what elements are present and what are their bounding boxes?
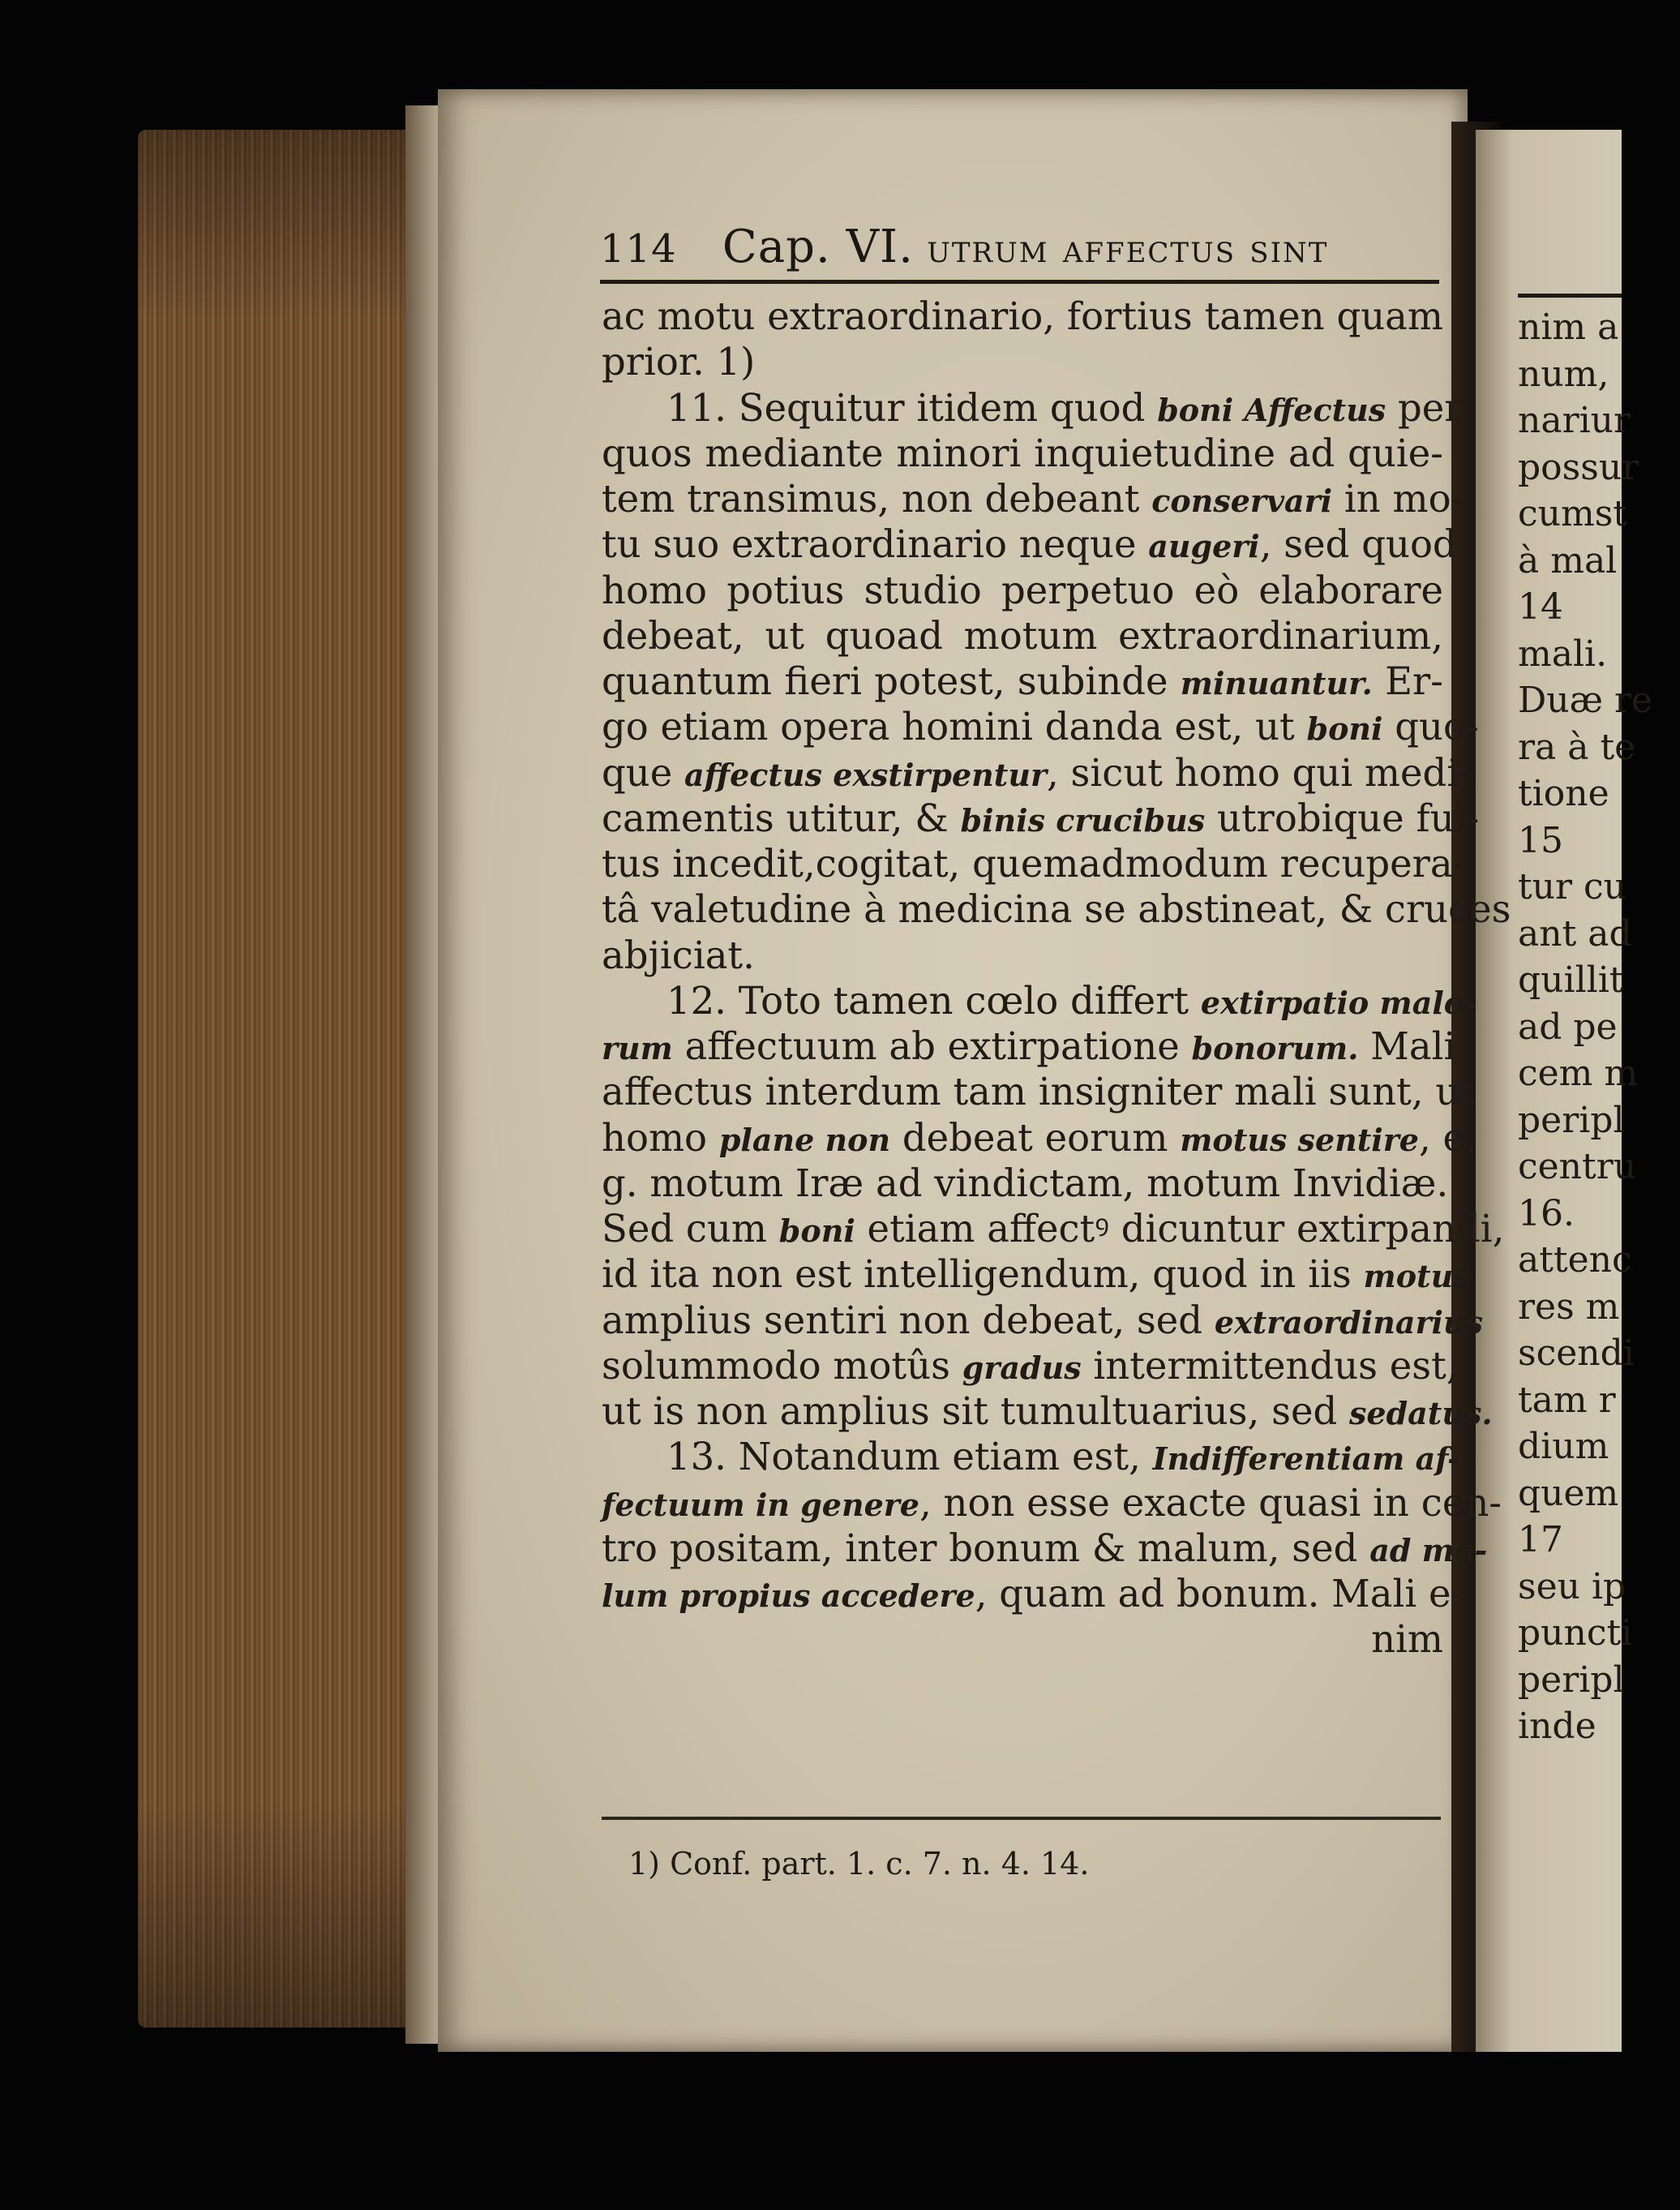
text-line bbox=[602, 933, 1443, 978]
text-line bbox=[602, 659, 1443, 704]
text-run: , quam ad bonum. Mali e- bbox=[975, 1572, 1464, 1616]
text-line bbox=[602, 1526, 1488, 1571]
italic-run: minuantur. bbox=[1180, 665, 1373, 702]
chapter-label: Cap. VI. bbox=[722, 221, 914, 273]
text-run: per bbox=[1386, 385, 1463, 430]
text-line bbox=[602, 1161, 1449, 1206]
text-line bbox=[602, 339, 1443, 384]
running-head bbox=[600, 221, 1435, 277]
italic-run: affectus exstirpentur bbox=[684, 756, 1047, 793]
header-rule bbox=[600, 280, 1439, 284]
right-page-line: 15 bbox=[1518, 819, 1563, 861]
text-run: que bbox=[602, 750, 685, 795]
text-line bbox=[602, 1571, 1464, 1616]
right-page-line: 16. bbox=[1518, 1192, 1575, 1234]
right-page-line: à mal bbox=[1518, 539, 1618, 581]
text-line bbox=[602, 521, 1457, 567]
text-run: g. motum Iræ ad vindictam, motum Invidiæ. bbox=[602, 1161, 1449, 1205]
text-run: abjiciat. bbox=[602, 933, 755, 977]
text-line bbox=[602, 385, 1463, 431]
text-run: , e. bbox=[1418, 1115, 1477, 1160]
right-page-line: scendi bbox=[1518, 1332, 1635, 1374]
text-line bbox=[602, 1251, 1471, 1297]
text-run: Er- bbox=[1372, 659, 1443, 703]
italic-run: sedatus. bbox=[1349, 1395, 1493, 1431]
italic-run: conservari bbox=[1151, 483, 1333, 519]
right-page-line: cem m bbox=[1518, 1053, 1639, 1094]
italic-run: plane non bbox=[718, 1121, 891, 1158]
text-line bbox=[602, 568, 1443, 613]
running-title: utrum affectus sint bbox=[927, 226, 1329, 272]
italic-run: extirpatio malo- bbox=[1200, 984, 1477, 1021]
text-run: camentis utitur, & bbox=[602, 796, 961, 840]
text-line bbox=[602, 1115, 1477, 1161]
text-line bbox=[602, 1023, 1456, 1069]
text-line bbox=[602, 1480, 1502, 1526]
text-run: tro positam, inter bonum & malum, sed bbox=[602, 1526, 1370, 1570]
text-line bbox=[602, 294, 1443, 339]
text-line bbox=[602, 476, 1464, 521]
text-line bbox=[602, 1388, 1493, 1434]
right-page-line: ad pe bbox=[1518, 1006, 1618, 1048]
italic-run: extraordinarius bbox=[1214, 1303, 1483, 1341]
right-page-line: nim a bbox=[1518, 307, 1619, 348]
right-page-line: possur bbox=[1518, 446, 1639, 488]
text-run: quantum fieri potest, subinde bbox=[602, 659, 1181, 703]
text-run: prior. 1) bbox=[602, 340, 756, 384]
right-page-line: quem bbox=[1518, 1472, 1619, 1514]
right-page-line: inde bbox=[1518, 1706, 1596, 1747]
text-line bbox=[602, 613, 1443, 659]
page-edges bbox=[138, 130, 414, 2028]
right-page bbox=[1476, 130, 1653, 2052]
italic-run: augeri bbox=[1148, 528, 1260, 565]
text-run: tâ valetudine à medicina se abstineat, & cruces bbox=[602, 887, 1511, 932]
right-page-line: num, bbox=[1518, 353, 1609, 395]
text-line bbox=[602, 841, 1466, 886]
right-page-line: res m bbox=[1518, 1285, 1620, 1328]
italic-run: lum propius accedere bbox=[602, 1577, 975, 1614]
right-page-line: 14 bbox=[1518, 586, 1563, 628]
text-run: tem transimus, non debeant bbox=[602, 477, 1152, 521]
right-page-line: attenc bbox=[1518, 1239, 1632, 1281]
text-run: , sicut homo qui medi- bbox=[1047, 750, 1472, 795]
text-run: utrobique ful- bbox=[1205, 796, 1480, 840]
text-run: , sed quod bbox=[1259, 522, 1457, 567]
text-line bbox=[602, 978, 1477, 1023]
right-page-line: tur cu bbox=[1518, 866, 1627, 908]
text-run: etiam affectꝰ dicuntur extirpandi, bbox=[855, 1207, 1505, 1251]
italic-run: Indifferentiam af- bbox=[1152, 1440, 1460, 1478]
right-page-line: centru bbox=[1518, 1146, 1637, 1187]
text-run: homo bbox=[602, 1115, 719, 1160]
text-run: 13. Notandum etiam est, bbox=[666, 1435, 1153, 1479]
text-run: intermittendus est, bbox=[1081, 1343, 1459, 1388]
italic-run: ad ma- bbox=[1369, 1531, 1488, 1568]
right-page-line: cumst bbox=[1518, 493, 1627, 534]
right-page-line: tione bbox=[1518, 773, 1609, 814]
right-page-line: quillit bbox=[1518, 959, 1624, 1001]
text-run: tu suo extraordinario neque bbox=[602, 522, 1149, 567]
text-run: go etiam opera homini danda est, ut bbox=[602, 705, 1307, 749]
right-page-line: puncti bbox=[1518, 1612, 1633, 1654]
italic-run: bonorum. bbox=[1191, 1030, 1359, 1066]
text-run: in mo- bbox=[1332, 477, 1464, 521]
text-run: affectus interdum tam insigniter mali sunt, ut bbox=[602, 1070, 1476, 1114]
text-run: quos mediante minori inquietudine ad quie- bbox=[602, 431, 1443, 475]
text-run: Sed cum bbox=[602, 1207, 779, 1251]
italic-run: motus sentire bbox=[1180, 1121, 1419, 1158]
text-run: tus incedit,cogitat, quemadmodum recupera- bbox=[602, 842, 1466, 886]
footnote: 1) Conf. part. 1. c. 7. n. 4. 14. bbox=[628, 1846, 1090, 1882]
text-line bbox=[602, 1206, 1505, 1251]
right-page-line: nariur bbox=[1518, 400, 1631, 441]
italic-run: boni Affectus bbox=[1157, 391, 1386, 428]
text-line bbox=[602, 796, 1480, 841]
text-line bbox=[602, 1069, 1476, 1114]
text-line bbox=[602, 750, 1472, 796]
text-run: ut is non amplius sit tumultuarius, sed bbox=[602, 1389, 1350, 1433]
right-page-line: peripl bbox=[1518, 1099, 1625, 1141]
text-run: 12. Toto tamen cœlo differt bbox=[666, 978, 1201, 1023]
text-line bbox=[602, 1434, 1460, 1479]
text-run: id ita non est intelligendum, quod in iis bbox=[602, 1252, 1364, 1297]
right-page-head-rule bbox=[1518, 294, 1622, 298]
text-line bbox=[602, 1343, 1459, 1388]
text-run: homo potius studio perpetuo eò elaborare bbox=[602, 568, 1443, 612]
text-line bbox=[602, 1616, 1443, 1662]
right-page-line: tam r bbox=[1518, 1379, 1616, 1421]
italic-run: boni bbox=[778, 1212, 855, 1249]
text-line bbox=[602, 886, 1511, 932]
text-run: amplius sentiri non debeat, sed bbox=[602, 1298, 1215, 1342]
text-run: debeat, ut quoad motum extraordinarium, bbox=[602, 613, 1443, 658]
page-number: 114 bbox=[600, 226, 677, 272]
text-run: , non esse exacte quasi in cen- bbox=[919, 1480, 1502, 1525]
italic-run: binis crucibus bbox=[960, 801, 1206, 839]
italic-run: gradus bbox=[962, 1349, 1082, 1386]
text-run: quo- bbox=[1382, 705, 1479, 749]
text-run: debeat eorum bbox=[890, 1115, 1181, 1160]
text-run: ac motu extraordinario, fortius tamen quam bbox=[602, 294, 1443, 338]
italic-run: fectuum in genere bbox=[602, 1486, 919, 1523]
right-page-line: 17 bbox=[1518, 1519, 1563, 1560]
text-run: solummodo motûs bbox=[602, 1343, 962, 1388]
text-line bbox=[602, 1298, 1483, 1343]
right-page-line: Duæ re bbox=[1518, 680, 1653, 721]
right-page-line: peripl bbox=[1518, 1659, 1625, 1701]
text-line bbox=[602, 431, 1443, 476]
right-page-line: ra à te bbox=[1518, 726, 1636, 768]
text-run: nim bbox=[1371, 1617, 1443, 1662]
right-page-text bbox=[1518, 304, 1680, 1750]
italic-run: motus bbox=[1363, 1258, 1471, 1295]
footnote-rule bbox=[602, 1817, 1441, 1820]
body-text bbox=[602, 294, 1511, 1663]
right-page-line: mali. bbox=[1518, 633, 1608, 675]
italic-run: rum bbox=[602, 1030, 673, 1066]
text-run: 11. Sequitur itidem quod bbox=[666, 385, 1158, 430]
right-page-line: seu ip bbox=[1518, 1565, 1626, 1607]
text-line bbox=[602, 704, 1479, 749]
right-page-line: ant ad bbox=[1518, 912, 1632, 955]
right-page-line: dium bbox=[1518, 1426, 1609, 1467]
text-run: Mali bbox=[1358, 1024, 1456, 1068]
italic-run: boni bbox=[1306, 710, 1383, 748]
text-run: affectuum ab extirpatione bbox=[672, 1024, 1192, 1068]
